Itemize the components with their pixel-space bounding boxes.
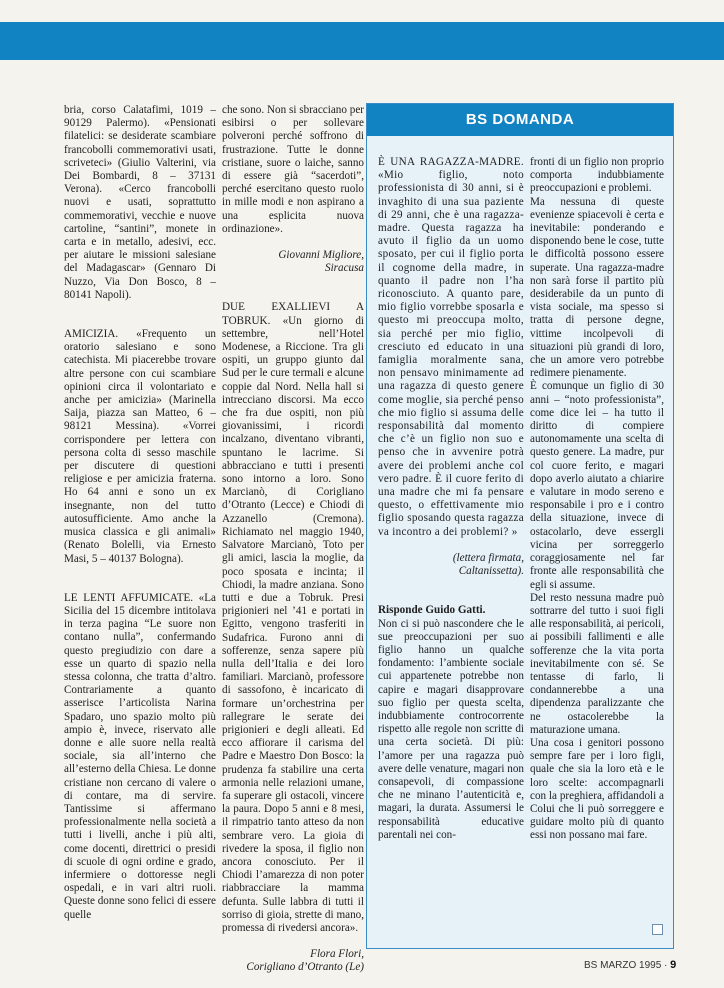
column-2 [222, 104, 364, 975]
box-title: BS DOMANDA [367, 104, 673, 136]
paragraph-continuation: che sono. Non si sbracciano per esibirsi o per sollevare polveroni perché soffrono di frustrazione. Tutte le donne cristiane, suore o laiche, sanno di essere già “sacerdoti”, perché esercitano questo ruolo in mille modi e non aspirano a una esplicita nuova ordinazione». [222, 104, 364, 235]
paragraph-amicizia: AMICIZIA. «Frequento un oratorio salesiano e sono catechista. Mi piacerebbe trovare altre persone con cui scambiare opinioni circa il volontariato e anche per amicizia» (Marinella Saija, piazza san Matteo, 6 – 98121 Messina). «Vorrei corrispondere per lettera con persona colta di sesso maschile per discutere di questioni religiose e per amicizia fraterna. Ho 64 anni e sono un ex insegnante, non del tutto autosufficiente. Amo anche la musica classica e gli animali» (Renato Bolelli, via Ernesto Masi, 5 – 40137 Bologna). [64, 328, 216, 565]
end-square-icon [652, 924, 663, 935]
answer-paragraph: Ma nessuna di queste evenienze spiacevoli è certa e inevitabile: ponderando e disponendo bene le cose, tutte le difficoltà possono essere superate. Una ragazza-madre non sarà forse il partito più desiderabile da un punto di vista sociale, ma spesso si tratta di persone degne, vittime incolpevoli di situazioni più grandi di loro, che un amore vero potrebbe redimere pienamente. [530, 195, 664, 380]
question-signature: (lettera firmata, [452, 551, 524, 564]
header-bar [0, 22, 724, 60]
answer-paragraph: Una cosa i genitori possono sempre fare per i loro figli, quale che sia la loro età e le loro scelte: accompagnarli con la preghiera, affidandoli a Colui che li può sorreggere e guidare molto più di quanto essi non possano mai fare. [530, 736, 664, 842]
paragraph-lenti-affumicate: LE LENTI AFFUMICATE. «La Sicilia del 15 dicembre intitolava in terza pagina “Le suore non contano nulla”, confermando questo pregiudizio con dare a esse un quarto di spazio nella stessa colonna, che tratta d’altro. Contrariamente a quanto asserisce l’articolista Narina Spadaro, uno spazio molto più ampio è, invece, riservato alle donne e alle suore nella realtà sociale, sia all’interno che all’esterno della Chiesa. Le donne cristiane non cercano di valere o di contare, ma di servire. Tantissime si affermano professionalmente nella società a tutti i livelli, anche i più alti, come docenti, direttrici o presidi di scuole di ogni ordine e grado, infermiere o dottoresse negli ospedali, e in vari altri ruoli. Queste donne sono felici di essere quelle [64, 591, 216, 921]
question-text: È UNA RAGAZZA-MADRE. «Mio figlio, noto professionista di 30 anni, si è invaghito di una sua paziente di 29 anni, che è una ragazza-madre. Questa ragazza ha avuto il figlio da un uomo sposato, per cui il figlio porta il cognome della madre, in quanto il padre non l’ha riconosciuto. A quanto pare, mio figlio vorrebbe sposarla e questo mi preoccupa molto, sia perché per mio figlio, cresciuto ed educato in una famiglia moralmente sana, non pensavo minimamente ad una ragazza di questo genere come moglie, sia perché penso che mio figlio si assuma delle responsabilità dal momento che c’è un figlio non suo e penso che in avvenire potrà avere dei problemi anche col vero padre. È il cuore ferito di una madre che mi fa pensare questo, o effettivamente mio figlio sposando questa ragazza va incontro a dei problemi? » [378, 156, 524, 538]
footer-issue: BS MARZO 1995 · [584, 960, 668, 971]
answer-continuation: fronti di un figlio non proprio comporta indubbiamente preoccupazioni e problemi. [530, 156, 664, 195]
column-3 [378, 156, 524, 842]
paragraph-francobolli: bria, corso Calatafimi, 1019 – 90129 Palermo). «Pensionati filatelici: se desiderate scambiare francobolli commemorativi usati, scriveteci» (Giulio Valterini, via Dei Bombardi, 8 – 37131 Verona). «Cerco francobolli nuovi e usati, soprattutto commemorativi, vecchie e nuove cartoline, “santini”, monete in carta e in metallo, adesivi, ecc. per aiutare le missioni salesiane del Madagascar» (Gennaro Di Nuzzo, Via Don Bosco, 8 – 80141 Napoli). [64, 104, 216, 301]
column-4 [530, 156, 664, 843]
signature-name: Giovanni Migliore, [278, 249, 364, 262]
signature-place: Corigliano d’Otranto (Le) [246, 961, 364, 974]
answer-paragraph: Del resto nessuna madre può sottrarre del tutto i suoi figli alle responsabilità, ai pericoli, ai possibili fallimenti e alle sofferenze che la vita porta inevitabilmente con sé. Se tentasse di farlo, li condannerebbe a una dipendenza paralizzante che ne ostacolerebbe la maturazione umana. [530, 591, 664, 736]
signature-name: Flora Flori, [310, 948, 364, 961]
page-footer [584, 959, 684, 971]
paragraph-tobruk: DUE EXALLIEVI A TOBRUK. «Un giorno di settembre, nell’Hotel Modenese, a Riccione. Tra gli ospiti, un gruppo giunto dal Sud per le cure termali e alcune coppie dal Nord. Nella hall si intrecciano discorsi. Ma ecco che fra due ospiti, non più giovanissimi, i ricordi incalzano, diventano vibranti, spuntano le lacrime. Si abbracciano e tutti i presenti sono intorno a loro. Sono Marcianò, di Corigliano d’Otranto (Lecce) e Chiodi di Azzanello (Cremona). Richiamato nel maggio 1940, Salvatore Marcianò, Toto per gli amici, lascia la moglie, da poco sposata e incinta; il Chiodi, la madre anziana. Sono tutti e due a Tobruk. Presi prigionieri nel ’41 e portati in Egitto, vengono trasferiti in Sudafrica. Furono anni di sofferenze, senza sapere più nulla dell’Italia e dei loro familiari. Marcianò, professore di sassofono, è incaricato di formare un’orchestrina per rallegrare le serate dei prigionieri e degli alleati. Ed ecco affiorare il carisma del Padre e Maestro Don Bosco: la prudenza fa stabilire una certa armonia nelle relazioni umane, fa superare gli ostacoli, vincere la paura. Dopo 5 anni e 8 mesi, il rimpatrio tanto atteso da non sembrare vero. La gioia di rivedere la sposa, il figlio non ancora conosciuto. Per il Chiodi l’amarezza di non poter riabbracciare la mamma defunta. Sulle labbra di tutti il sorriso di gioia, strette di mano, promessa di rivedersi ancora». [222, 301, 364, 934]
answer-text: Non ci si può nascondere che le sue preoccupazioni per suo figlio hanno un qualche fondamento: l’ambiente sociale cui appartenete potrebbe non capire e magari disapprovare suo figlio per questa scelta, indubbiamente controcorrente rispetto alle regole non scritte di una certa società. Di più: l’amore per una ragazza può avere delle venature, magari non consapevoli, di compassione che ne minano l’autenticità e, magari, la durata. Assumersi le responsabilità educative parentali nei con- [378, 617, 524, 841]
answer-paragraph: È comunque un figlio di 30 anni – “noto professionista”, come dice lei – ha tutto il diritto di compiere autonomamente una scelta di questo genere. La madre, pur col cuore ferito, e magari dopo averlo aiutato a chiarire e valutare in modo sereno e responsabile i pro e i contro della situazione, invece di ostacolarlo, deve essergli vicina per sorreggerlo coraggiosamente nel far fronte alle responsabilità che egli si assume. [530, 380, 664, 591]
signature-place: Siracusa [325, 262, 364, 275]
question-place: Caltanissetta). [458, 565, 524, 578]
page-number: 9 [670, 959, 677, 971]
column-1 [64, 104, 216, 922]
answer-heading: Risponde Guido Gatti. [378, 604, 486, 617]
